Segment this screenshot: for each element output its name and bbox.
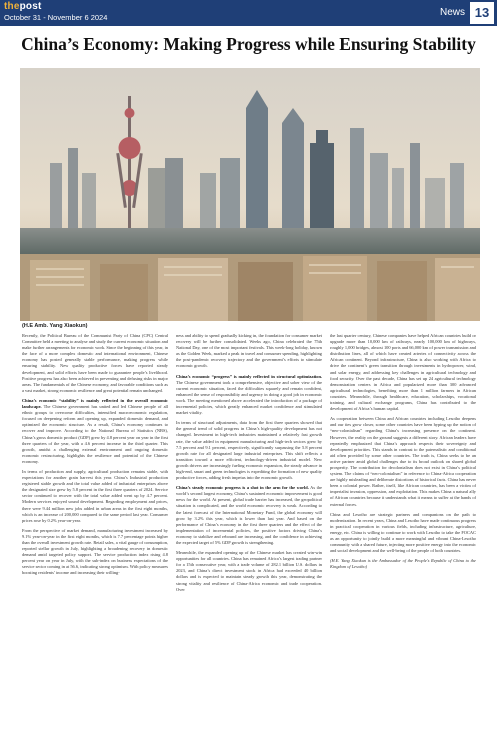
paragraph-text: the last quarter century, Chinese companies have helped African countries build or upgrade more than 10,000 km of railways, nearly 100,000 km of highways, roughly 1,000 bridges, almost 100 ports and 66,000 km of power transmission and distribution lines, all of which have created arteries of connectivity across the African continent. Beyond infrastructure, China is also working with Africa to drive the continent’s green transition through investments in hydropower, wind, and solar energy, and addressing key challenges in agricultural technology and food security. Over the past decade, China has set up 24 agricultural technology demonstration centers in Africa and popularized more than 300 advanced agricultural technologies, benefiting more than 1 million farmers in African countries. Meanwhile, through healthcare, education, scholarships, vocational training, and cultural exchange programs, China has contributed to the development of Africa’s human capital. (330, 333, 476, 412)
publication-logo: thepost (4, 1, 42, 12)
article-paragraph (176, 485, 322, 546)
section-label: News (439, 7, 465, 18)
paragraph-text: From the perspective of market demand, manufacturing investment increased by 9.1% year-on-year in the first eight months, which is 7.7 percentage points higher than the overall investment growth rate. Retail sales, a vital gauge of consumption, reported stellar growth in July, highlighting a broadening recovery in domestic demand amid targeted policy support. The service production index rising 4.8 percent year on year in July, with the sub-index on business expectations of the service sector coming in at 56.6, indicating strong optimism. With policy measures boosting residents’ income and increasing their willing- (22, 527, 168, 576)
paragraph-text: Meanwhile, the expanded opening up of the Chinese market has created win-win opportunities for all countries. China has remained Africa’s largest trading partner for a 15th consecutive year, with a trade volume of 282.1 billion U.S. dollars in 2023, and China’s direct investment stock in Africa had exceeded 40 billion dollars and is expected to maintain steady growth this year, demonstrating the strong vitality and resilience of China-Africa economic and trade cooperation. Over (176, 550, 322, 592)
article-column-3 (330, 333, 476, 725)
article-paragraph (330, 558, 476, 570)
article-paragraph (176, 550, 322, 593)
article-paragraph (330, 512, 476, 555)
article-paragraph (22, 333, 168, 394)
paragraph-text: The Chinese government has united and led Chinese people of all ethnic groups to overcome difficulties, intensified macroeconomic regulation, focused on deepening reform and opening up, expanded domestic demand, and optimized the economic structure. As a result, China’s economy continues to recover and improve. According to the National Bureau of Statistics (NBS), China’s gross domestic product (GDP) grew by 4.8 percent year on year in the first three quarters of the year, with a 4.6 percent increase in the third quarter. This growth, amidst a challenging external environment and ongoing domestic economic restructuring, highlights the resilience and potential of the Chinese economy. (22, 404, 168, 464)
article-paragraph (22, 528, 168, 577)
paragraph-text: China and Lesotho are strategic partners and companions on the path to modernization. In recent years, China and Lesotho have made continuous progress in practical cooperation in various fields, including infrastructure, agriculture, energy, etc. China is willing to continue to work with Lesotho to take the FOCAC as an opportunity to jointly build a more meaningful and vibrant China-Lesotho community with a shared future, injecting more positive energy into the economic and social development and the well-being of the people of both countries. (330, 511, 476, 554)
page-number: 13 (470, 2, 494, 24)
masthead-bar (0, 0, 497, 26)
article-paragraph (176, 333, 322, 370)
paragraph-text: In terms of production and supply, agricultural production remains stable, with expectations for another grain harvest this year. China’s Industrial production registered stable growth and the total value added of industrial enterprises above the designated size grew by 5.8 percent in the first three quarters of 2024. Service sector continued to recover with the total value added went up by 4.7 percent. Modern services enjoyed sound development. Regarding employment and prices, there were 9.44 million new jobs added in urban areas in the first eight months, which is an increase of 200,000 compared to the same period last year. Consumer prices rose by 0.2% year-on-year. (22, 468, 168, 523)
paragraph-lead: China’s economic “progress” is mainly reflected in structural optimization. (176, 373, 322, 379)
article-paragraph (176, 374, 322, 417)
article-paragraph (330, 333, 476, 412)
article-paragraph (22, 469, 168, 524)
paragraph-text: In terms of structural adjustments, data from the first three quarters showed that the general trend of solid progress in China’s high-quality development has not changed. Investment in high-tech industries maintained a relatively fast growth rate, the value added in equipment manufacturing and high-tech sectors grew by 7.5 percent and 9.1 percent, respectively, significantly surpassing the 5.8 percent growth rate for all designated large industrial enterprises. This shift reflects a transition toward a more efficient, technology-driven industrial model. New growth drivers are increasingly fueling economic expansion, the steady advance in high-end, smart and green technologies is expediting the formation of new quality productive forces, adding fresh impetus into the economic growth. (176, 420, 322, 481)
paragraph-text: ness and ability to spend gradually kicking in, the foundation for consumer market recovery will be further consolidated. Weeks ago, China celebrated the 75th National Day, one of the most important festivals. This week-long holiday, known as the Golden Week, marked a peak in travel and consumer spending, highlighting the post-pandemic recovery trajectory and the government’s efforts to stimulate economic growth. (176, 333, 322, 369)
city-skyline-photo (20, 68, 480, 321)
paragraph-text: As the world’s second largest economy, China’s sustained economic improvement is good news for the world. At present, global trade barrier has increased, the geopolitical situation is complicated, and the world economic recovery is weak. According to the latest forecast of the International Monetary Fund, the global economy will grow by 3.2% this year, which is lower than last year. And based on the performance of China’s economy in the first three quarters and the effect of the implementation of incremental policies, the positive factors driving China’s economy to stabilize and rebound are increasing, and the confidence in achieving the expected target of 5% GDP growth is strengthening. (176, 485, 322, 545)
photo-caption: (H.E Amb. Yang Xiaokun) (22, 323, 88, 329)
article-paragraph (22, 398, 168, 465)
paragraph-text: The Chinese government took a comprehensive, objective and sober view of the current economic situation, faced the difficulties squarely and remain confident, enhanced the sense of responsibility and urgency in doing a good job in economic work. The meeting mentioned above accelerated the introduction of a package of incremental policies, which greatly enhanced market confidence and stimulated market vitality. (176, 379, 322, 416)
article-title: China’s Economy: Making Progress while Ensuring Stability (21, 34, 476, 54)
article-paragraph (330, 416, 476, 507)
article-paragraph (176, 420, 322, 481)
article-column-2 (176, 333, 322, 725)
issue-date: October 31 - November 6 2024 (4, 13, 108, 22)
paragraph-lead: China’s economic “stability” is mainly reflected in the overall economic landscape. (22, 397, 168, 410)
article-column-1 (22, 333, 168, 725)
paragraph-text: (H.E. Yang Xiaokun is the Ambassador of the People’s Republic of China to the Kingdom of Lesotho) (330, 558, 476, 570)
paragraph-text: As cooperation between China and African countries including Lesotho deepens and our ties grow closer, some other countries have been hyping up the notion of “neo-colonialism” regarding China’s increasing presence on the continent. However, the reality on the ground suggests a different story. African leaders have repeatedly emphasized that China’s approach respects their sovereignty and development priorities. This stands in contrast to the paternalistic and conditional aid often provided by some other countries. The truth is, China seeks to be an active partner amid global challenges due to its broad outlook on shared global prosperity. The contribution for decolonialism does not exist in China’s political system. The claims of “neo-colonialism” in reference to China-Africa cooperation are highly misleading and deliberate distortions of historical facts. China has never been a colonial power. Rather, itself, like African countries, has been a victim of imperialist invasion, oppression, and exploitation. This makes China a natural ally of African countries because it understands what it means to suffer at the hands of external forces. (330, 416, 476, 507)
paragraph-lead: China’s steady economic progress is a shot in the arm for the world. (176, 485, 309, 491)
paragraph-text: Recently, the Political Bureau of the Communist Party of China (CPC) Central Committee held a meeting to analyse and study the current economic situation and make further arrangements for economic work. Since the beginning of this year, in the face of a more complex domestic and international environment, Chinese economy has posted generally stable performance, making progress while ensuring stability. New quality productive forces have reported steady development, and solid efforts have been made to guarantee people’s livelihood. Positive progress has also been achieved in preventing and defusing risks in major areas. The fundamentals of the Chinese economy, and favorable conditions such as a vast market, strong economic resilience and great potential remain unchanged. (22, 333, 168, 393)
